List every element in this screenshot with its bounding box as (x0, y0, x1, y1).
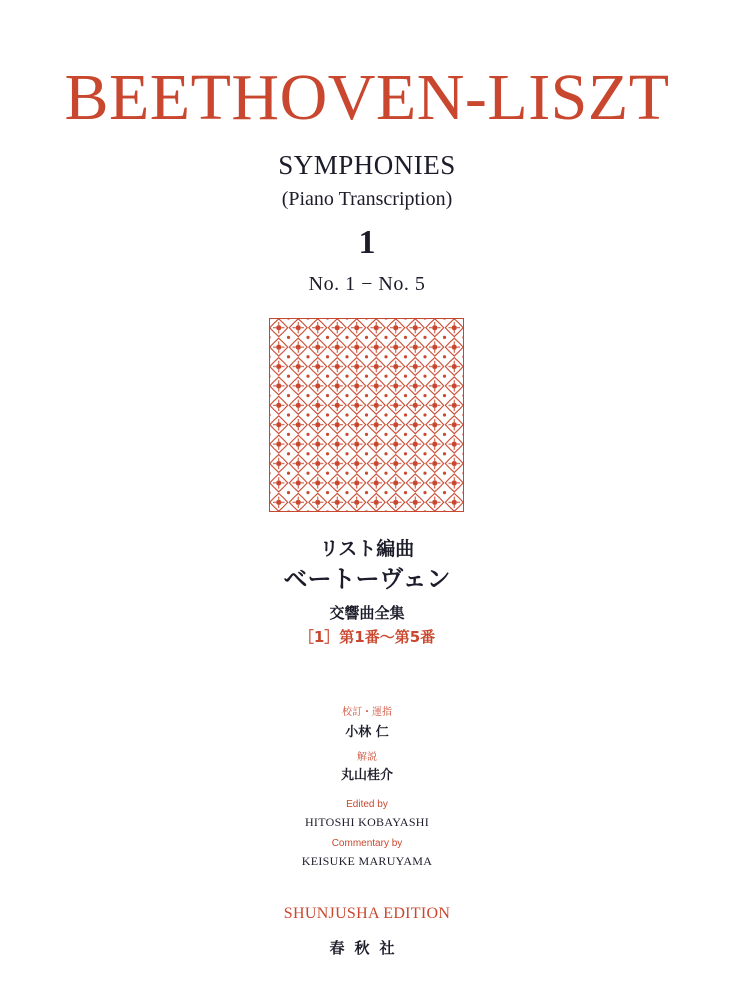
ornamental-pattern (269, 318, 464, 512)
editor-label-jp: 校訂・運指 (342, 707, 392, 718)
publisher-name-jp: 春秋社 (329, 939, 405, 957)
arranger-line: リスト編曲 (319, 538, 415, 560)
commentary-label-en: Commentary by (331, 838, 403, 849)
editor-name-jp: 小林 仁 (345, 725, 389, 740)
subtitle-parenthetical: (Piano Transcription) (281, 188, 453, 210)
editor-label-en: Edited by (346, 799, 388, 810)
collection-title-jp: 交響曲全集 (329, 604, 405, 622)
commentary-name-en: KEISUKE MARUYAMA (301, 854, 433, 868)
commentary-name-jp: 丸山桂介 (340, 768, 393, 783)
subtitle: SYMPHONIES (278, 150, 456, 180)
commentary-label-jp: 解説 (357, 752, 377, 763)
volume-line-jp: ［1］第1番〜第5番 (298, 628, 436, 646)
volume-range: No. 1 − No. 5 (308, 273, 426, 295)
composer-name-jp: ベートーヴェン (283, 565, 451, 593)
publisher-name: SHUNJUSHA EDITION (283, 905, 451, 922)
main-title: BEETHOVEN-LISZT (64, 61, 670, 134)
editor-name-en: HITOSHI KOBAYASHI (304, 815, 430, 829)
volume-number: 1 (358, 224, 376, 261)
